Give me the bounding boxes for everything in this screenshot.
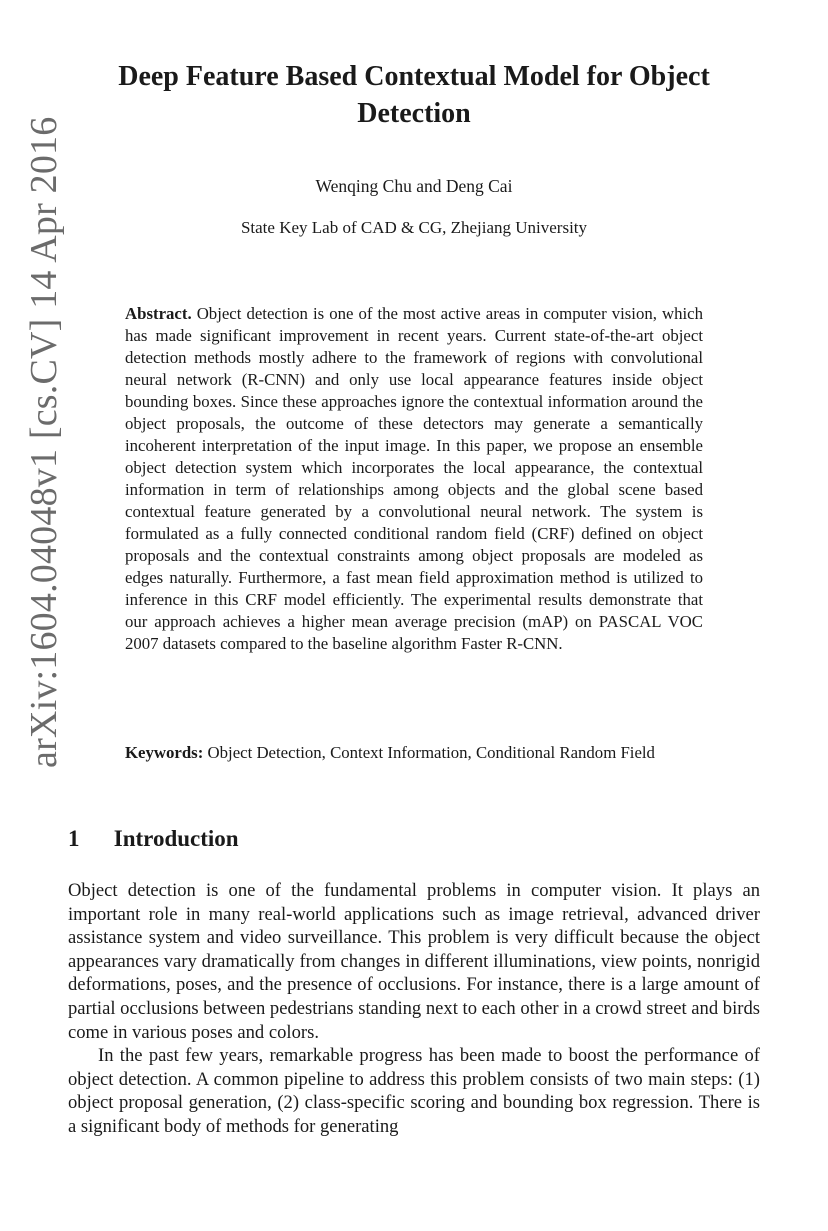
section-title: Introduction <box>113 826 239 851</box>
arxiv-identifier-stamp: arXiv:1604.04048v1 [cs.CV] 14 Apr 2016 <box>23 116 65 768</box>
paper-affiliation: State Key Lab of CAD & CG, Zhejiang University <box>240 218 588 237</box>
body-paragraph: In the past few years, remarkable progress has been made to boost the performance of object detection. A common pipeline to address this problem consists of two main steps: (1) object proposal generation, (2) class-specific scoring and bounding box regression. There is a significant body of methods for generating <box>68 1045 760 1137</box>
body-paragraph: Object detection is one of the fundamental problems in computer vision. It plays an important role in many real-world applications such as image retrieval, advanced driver assistance system and video surveillance. This problem is very difficult because the object appearances vary dramatically from changes in different illuminations, view points, nonrigid deformations, poses, and the presence of occlusions. For instance, there is a large amount of partial occlusions between pedestrians standing next to each other in a crowd street and birds come in various poses and colors. <box>68 880 760 1043</box>
keywords-label: Keywords: <box>125 743 204 762</box>
paper-title: Deep Feature Based Contextual Model for Object Detection <box>118 61 710 129</box>
abstract-text: Object detection is one of the most active areas in computer vision, which has made significant improvement in recent years. Current state-of-the-art object detection methods mostly adhere to the framework of regions with convolutional neural network (R-CNN) and only use local appearance features inside object bounding boxes. Since these approaches ignore the contextual information around the object proposals, the outcome of these detectors may generate a semantically incoherent interpretation of the input image. In this paper, we propose an ensemble object detection system which incorporates the local appearance, the contextual information in term of relationships among objects and the global scene based contextual feature generated by a convolutional neural network. The system is formulated as a fully connected conditional random field (CRF) defined on object proposals and the contextual constraints among object proposals are modeled as edges naturally. Furthermore, a fast mean field approximation method is utilized to inference in this CRF model efficiently. The experimental results demonstrate that our approach achieves a higher mean average precision (mAP) on PASCAL VOC 2007 datasets compared to the baseline algorithm Faster R-CNN. <box>125 304 703 653</box>
abstract <box>125 303 703 655</box>
section-number: 1 <box>68 826 80 851</box>
section-heading <box>68 826 239 852</box>
section-body <box>68 879 760 1139</box>
keywords-text: Object Detection, Context Information, Conditional Random Field <box>207 743 655 762</box>
abstract-label: Abstract. <box>125 304 192 323</box>
keywords <box>125 742 703 764</box>
paper-authors: Wenqing Chu and Deng Cai <box>315 176 513 196</box>
